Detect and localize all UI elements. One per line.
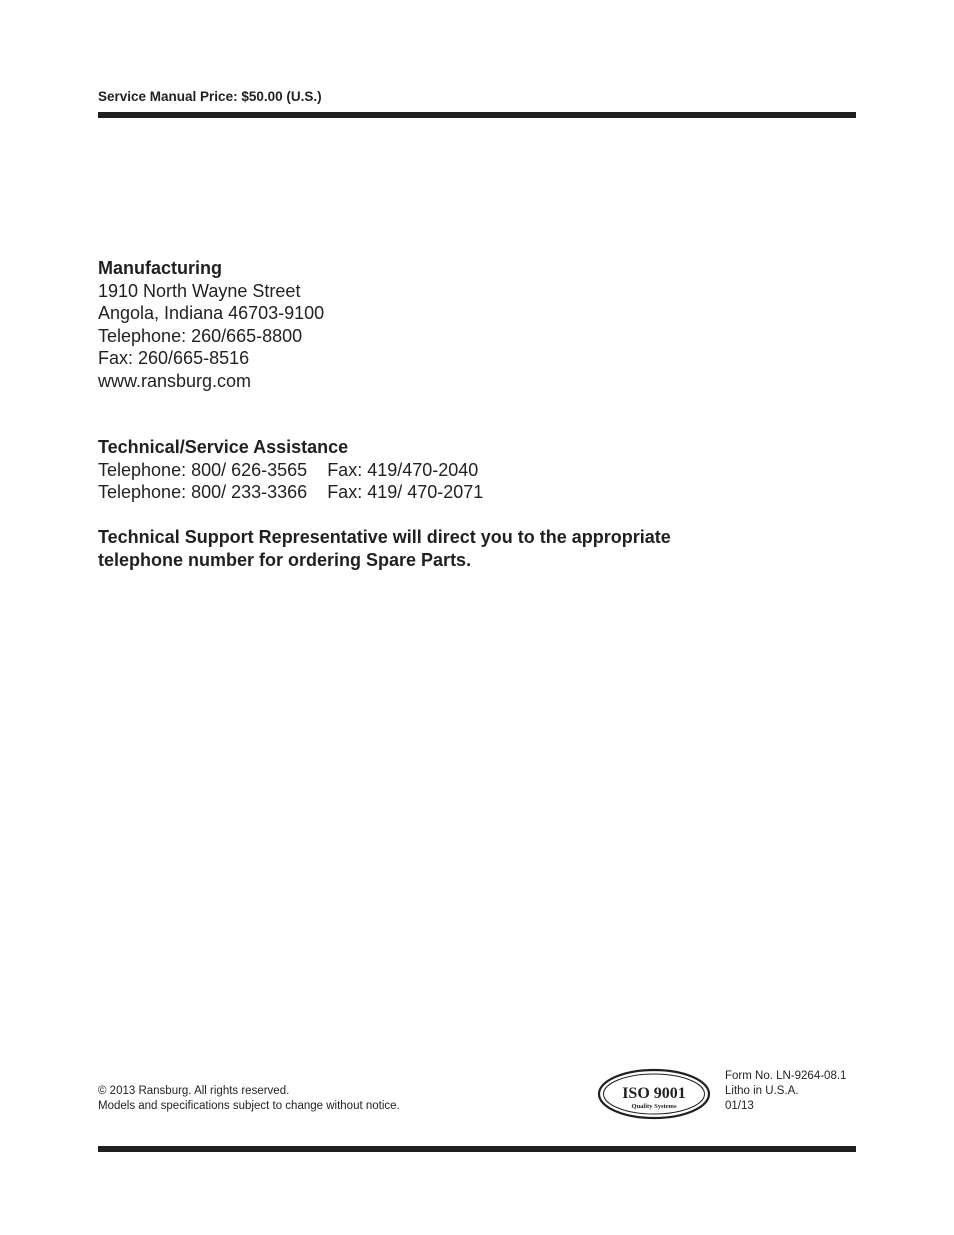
bottom-divider — [98, 1146, 856, 1152]
technical-telephone: Telephone: 800/ 233-3366 — [98, 482, 308, 502]
top-divider — [98, 112, 856, 118]
iso-sub-text: Quality Systems — [631, 1103, 677, 1110]
technical-heading: Technical/Service Assistance — [98, 437, 349, 457]
support-note — [98, 526, 671, 571]
technical-fax: Fax: 419/ 470-2071 — [327, 482, 484, 502]
manufacturing-street: 1910 North Wayne Street — [98, 280, 301, 301]
manufacturing-heading: Manufacturing — [98, 258, 222, 278]
form-info — [725, 1069, 846, 1114]
manufacturing-fax: Fax: 260/665-8516 — [98, 348, 250, 368]
iso-9001-logo — [597, 1068, 711, 1120]
litho-text: Litho in U.S.A. — [725, 1085, 799, 1097]
technical-telephone: Telephone: 800/ 626-3565 — [98, 459, 308, 480]
copyright-text: © 2013 Ransburg. All rights reserved. — [98, 1085, 290, 1097]
technical-contact-row — [98, 459, 483, 482]
technical-fax: Fax: 419/470-2040 — [327, 459, 479, 480]
manufacturing-telephone: Telephone: 260/665-8800 — [98, 325, 303, 346]
service-manual-price: Service Manual Price: $50.00 (U.S.) — [98, 89, 322, 104]
form-number: Form No. LN-9264-08.1 — [725, 1070, 847, 1082]
form-date: 01/13 — [725, 1100, 754, 1112]
specification-notice: Models and specifications subject to change without notice. — [98, 1100, 400, 1112]
technical-contact-row — [98, 481, 483, 504]
technical-assistance-section — [98, 436, 483, 504]
support-note-line: Technical Support Representative will direct you to the appropriate — [98, 527, 671, 547]
manufacturing-website: www.ransburg.com — [98, 370, 252, 391]
iso-mark-text: ISO 9001 — [622, 1085, 686, 1102]
support-note-line: telephone number for ordering Spare Parts. — [98, 549, 472, 570]
manufacturing-city: Angola, Indiana 46703-9100 — [98, 303, 325, 323]
copyright-block — [98, 1084, 400, 1114]
manufacturing-section — [98, 257, 324, 392]
